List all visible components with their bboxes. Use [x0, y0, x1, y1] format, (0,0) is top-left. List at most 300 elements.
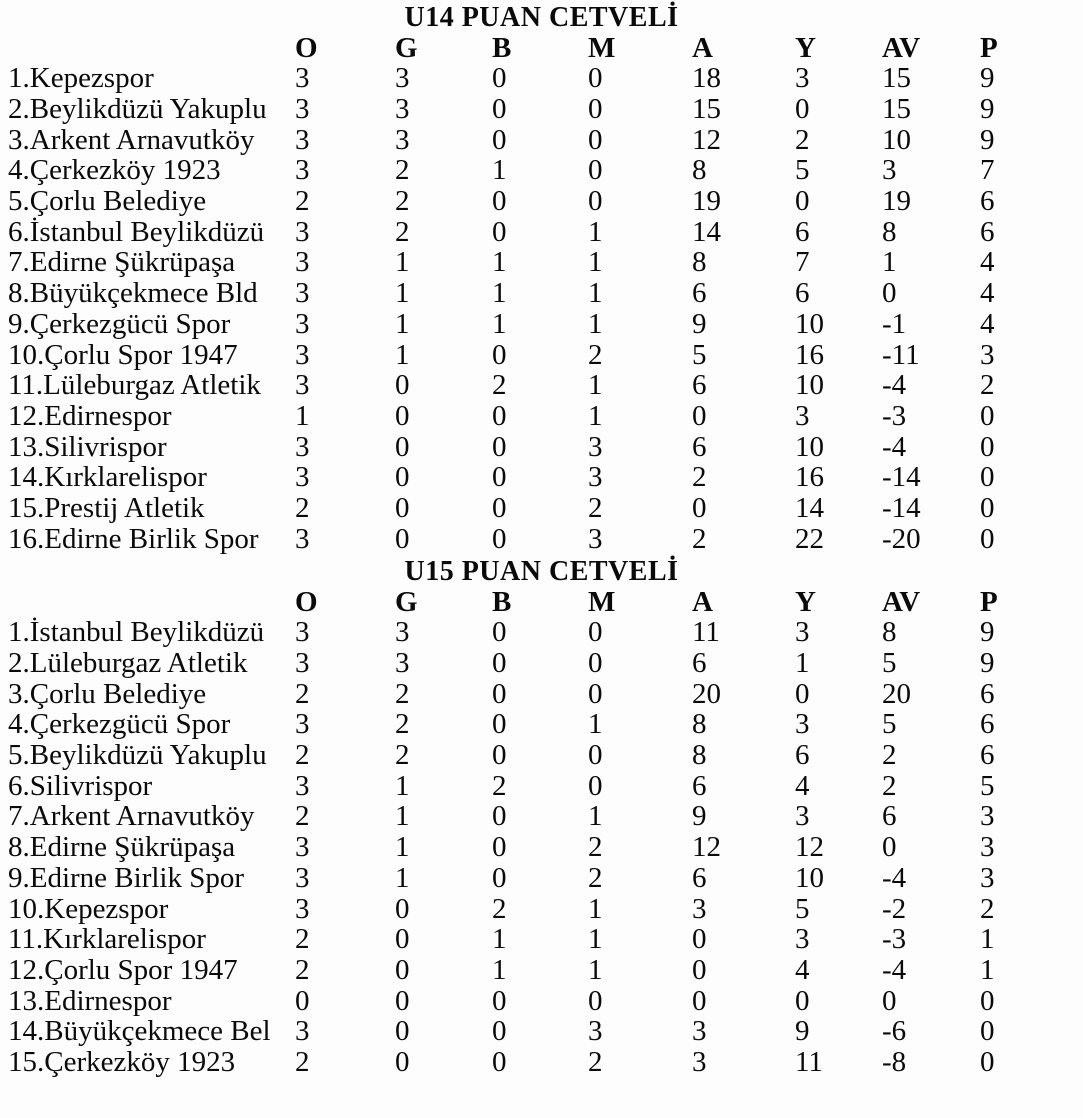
stat-a: 3 — [692, 1015, 707, 1048]
stat-y: 5 — [795, 892, 810, 925]
column-header-a: A — [692, 586, 713, 618]
stat-av: 1 — [882, 246, 897, 279]
team-row — [0, 709, 1083, 740]
team-row — [0, 832, 1083, 863]
stat-y: 3 — [795, 708, 810, 741]
stat-a: 12 — [692, 831, 721, 864]
stat-m: 0 — [588, 185, 603, 218]
stat-g: 2 — [395, 708, 410, 741]
stat-g: 0 — [395, 953, 410, 986]
stat-b: 0 — [492, 1045, 507, 1078]
stat-b: 0 — [492, 338, 507, 371]
stat-b: 1 — [492, 246, 507, 279]
stat-b: 0 — [492, 1015, 507, 1048]
stat-p: 0 — [980, 399, 995, 432]
stat-p: 9 — [980, 93, 995, 126]
team-row — [0, 186, 1083, 217]
column-header-p: P — [980, 32, 998, 64]
stat-a: 0 — [692, 399, 707, 432]
stat-y: 3 — [795, 62, 810, 95]
stat-p: 5 — [980, 769, 995, 802]
team-row — [0, 339, 1083, 370]
stat-p: 9 — [980, 647, 995, 680]
u15-standings-table — [0, 587, 1083, 1077]
stat-a: 11 — [692, 616, 720, 649]
stat-av: 8 — [882, 616, 897, 649]
stat-o: 3 — [295, 123, 310, 156]
column-header-b: B — [492, 32, 512, 64]
stat-p: 6 — [980, 708, 995, 741]
stat-b: 2 — [492, 369, 507, 402]
stat-b: 0 — [492, 93, 507, 126]
stat-a: 0 — [692, 491, 707, 524]
team-row — [0, 678, 1083, 709]
stat-o: 2 — [295, 739, 310, 772]
stat-av: -14 — [882, 491, 921, 524]
team-row — [0, 247, 1083, 278]
stat-p: 3 — [980, 338, 995, 371]
team-row — [0, 370, 1083, 401]
stat-y: 22 — [795, 522, 824, 555]
team-row — [0, 1016, 1083, 1047]
stat-g: 1 — [395, 338, 410, 371]
stat-p: 0 — [980, 1045, 995, 1078]
stat-av: 5 — [882, 647, 897, 680]
team-row — [0, 155, 1083, 186]
stat-m: 2 — [588, 338, 603, 371]
stat-p: 9 — [980, 123, 995, 156]
stat-b: 1 — [492, 923, 507, 956]
stat-o: 3 — [295, 616, 310, 649]
stat-m: 2 — [588, 1045, 603, 1078]
team-row — [0, 523, 1083, 554]
team-name: 6.Silivrispor — [8, 769, 153, 802]
stat-m: 1 — [588, 892, 603, 925]
stat-b: 0 — [492, 430, 507, 463]
team-name: 4.Çerkezköy 1923 — [8, 154, 221, 187]
column-header-o: O — [295, 32, 318, 64]
stat-m: 1 — [588, 246, 603, 279]
stat-av: -3 — [882, 399, 907, 432]
stat-a: 2 — [692, 461, 707, 494]
stat-m: 0 — [588, 739, 603, 772]
stat-m: 0 — [588, 93, 603, 126]
stat-o: 3 — [295, 892, 310, 925]
column-header-b: B — [492, 586, 512, 618]
team-row — [0, 94, 1083, 125]
stat-av: 0 — [882, 984, 897, 1017]
u15-header-row — [0, 587, 1083, 617]
stat-a: 12 — [692, 123, 721, 156]
stat-y: 3 — [795, 923, 810, 956]
stat-a: 6 — [692, 430, 707, 463]
stat-b: 0 — [492, 708, 507, 741]
stat-y: 12 — [795, 831, 824, 864]
stat-y: 0 — [795, 93, 810, 126]
stat-av: -4 — [882, 953, 907, 986]
column-header-av: AV — [882, 32, 921, 64]
team-name: 14.Büyükçekmece Bel — [8, 1015, 271, 1048]
stat-o: 2 — [295, 491, 310, 524]
stat-av: -2 — [882, 892, 907, 925]
stat-y: 10 — [795, 307, 824, 340]
stat-m: 0 — [588, 62, 603, 95]
stat-a: 6 — [692, 861, 707, 894]
team-row — [0, 893, 1083, 924]
stat-b: 0 — [492, 491, 507, 524]
stat-av: -6 — [882, 1015, 907, 1048]
team-name: 12.Edirnespor — [8, 399, 172, 432]
stat-p: 3 — [980, 831, 995, 864]
stat-o: 2 — [295, 923, 310, 956]
stat-p: 6 — [980, 215, 995, 248]
stat-y: 9 — [795, 1015, 810, 1048]
stat-g: 1 — [395, 861, 410, 894]
stat-g: 1 — [395, 307, 410, 340]
team-row — [0, 740, 1083, 771]
team-row — [0, 1047, 1083, 1078]
stat-p: 0 — [980, 522, 995, 555]
stat-m: 1 — [588, 953, 603, 986]
stat-p: 2 — [980, 369, 995, 402]
team-name: 14.Kırklarelispor — [8, 461, 207, 494]
stat-m: 0 — [588, 154, 603, 187]
stat-o: 2 — [295, 800, 310, 833]
stat-g: 0 — [395, 1045, 410, 1078]
stat-a: 0 — [692, 984, 707, 1017]
stat-a: 0 — [692, 923, 707, 956]
team-name: 3.Çorlu Belediye — [8, 677, 207, 710]
stat-m: 1 — [588, 369, 603, 402]
stat-p: 9 — [980, 616, 995, 649]
stat-a: 9 — [692, 307, 707, 340]
stat-o: 3 — [295, 154, 310, 187]
team-name: 10.Çorlu Spor 1947 — [8, 338, 238, 371]
team-row — [0, 863, 1083, 894]
stat-y: 10 — [795, 861, 824, 894]
stat-m: 1 — [588, 800, 603, 833]
stat-av: -4 — [882, 369, 907, 402]
u15-section — [0, 554, 1083, 1077]
team-row — [0, 431, 1083, 462]
stat-av: -14 — [882, 461, 921, 494]
team-row — [0, 493, 1083, 524]
stat-g: 0 — [395, 892, 410, 925]
stat-o: 3 — [295, 461, 310, 494]
team-row — [0, 801, 1083, 832]
stat-m: 0 — [588, 123, 603, 156]
stat-o: 0 — [295, 984, 310, 1017]
stat-g: 1 — [395, 800, 410, 833]
stat-a: 8 — [692, 739, 707, 772]
stat-p: 0 — [980, 430, 995, 463]
team-name: 15.Çerkezköy 1923 — [8, 1045, 236, 1078]
team-name: 13.Silivrispor — [8, 430, 167, 463]
team-name: 12.Çorlu Spor 1947 — [8, 953, 238, 986]
team-row — [0, 924, 1083, 955]
stat-g: 3 — [395, 93, 410, 126]
stat-p: 4 — [980, 277, 995, 310]
stat-y: 4 — [795, 953, 810, 986]
stat-b: 0 — [492, 677, 507, 710]
stat-o: 2 — [295, 953, 310, 986]
stat-m: 3 — [588, 522, 603, 555]
stat-m: 3 — [588, 1015, 603, 1048]
stat-b: 2 — [492, 892, 507, 925]
stat-o: 3 — [295, 861, 310, 894]
team-name: 3.Arkent Arnavutköy — [8, 123, 255, 156]
stat-p: 0 — [980, 491, 995, 524]
team-name: 11.Kırklarelispor — [8, 923, 206, 956]
stat-o: 3 — [295, 215, 310, 248]
team-row — [0, 278, 1083, 309]
stat-p: 1 — [980, 953, 995, 986]
stat-y: 0 — [795, 984, 810, 1017]
stat-av: 2 — [882, 769, 897, 802]
stat-b: 2 — [492, 769, 507, 802]
stat-y: 6 — [795, 277, 810, 310]
stat-p: 4 — [980, 246, 995, 279]
column-header-y: Y — [795, 586, 816, 618]
stat-p: 7 — [980, 154, 995, 187]
team-name: 4.Çerkezgücü Spor — [8, 708, 231, 741]
stat-a: 3 — [692, 892, 707, 925]
stat-m: 3 — [588, 430, 603, 463]
team-name: 7.Arkent Arnavutköy — [8, 800, 255, 833]
stat-y: 16 — [795, 461, 824, 494]
stat-a: 3 — [692, 1045, 707, 1078]
stat-g: 0 — [395, 984, 410, 1017]
stat-m: 1 — [588, 277, 603, 310]
stat-o: 3 — [295, 522, 310, 555]
stat-y: 4 — [795, 769, 810, 802]
team-name: 11.Lüleburgaz Atletik — [8, 369, 261, 402]
stat-y: 5 — [795, 154, 810, 187]
stat-a: 0 — [692, 953, 707, 986]
u14-section — [0, 0, 1083, 554]
stat-av: -1 — [882, 307, 907, 340]
stat-g: 1 — [395, 277, 410, 310]
stat-g: 0 — [395, 1015, 410, 1048]
team-name: 15.Prestij Atletik — [8, 491, 205, 524]
stat-b: 0 — [492, 739, 507, 772]
team-row — [0, 770, 1083, 801]
stat-m: 1 — [588, 215, 603, 248]
stat-b: 0 — [492, 647, 507, 680]
stat-o: 3 — [295, 307, 310, 340]
stat-a: 8 — [692, 708, 707, 741]
stat-o: 3 — [295, 369, 310, 402]
column-header-m: M — [588, 586, 616, 618]
column-header-m: M — [588, 32, 616, 64]
stat-m: 1 — [588, 399, 603, 432]
stat-m: 0 — [588, 616, 603, 649]
stat-g: 1 — [395, 769, 410, 802]
stat-o: 2 — [295, 1045, 310, 1078]
stat-g: 0 — [395, 522, 410, 555]
stat-av: 15 — [882, 93, 911, 126]
team-name: 13.Edirnespor — [8, 984, 172, 1017]
team-row — [0, 985, 1083, 1016]
stat-m: 1 — [588, 923, 603, 956]
u15-title: U15 PUAN CETVELİ — [404, 556, 679, 587]
stat-a: 9 — [692, 800, 707, 833]
stat-p: 6 — [980, 185, 995, 218]
stat-p: 6 — [980, 677, 995, 710]
column-header-g: G — [395, 586, 418, 618]
stat-g: 2 — [395, 677, 410, 710]
stat-y: 3 — [795, 800, 810, 833]
stat-o: 2 — [295, 185, 310, 218]
stat-o: 1 — [295, 399, 310, 432]
stat-p: 3 — [980, 861, 995, 894]
team-name: 8.Edirne Şükrüpaşa — [8, 831, 236, 864]
team-row — [0, 648, 1083, 679]
stat-a: 19 — [692, 185, 721, 218]
stat-g: 2 — [395, 185, 410, 218]
stat-a: 6 — [692, 277, 707, 310]
stat-g: 2 — [395, 739, 410, 772]
stat-o: 3 — [295, 647, 310, 680]
stat-m: 2 — [588, 831, 603, 864]
stat-y: 0 — [795, 185, 810, 218]
stat-y: 7 — [795, 246, 810, 279]
stat-b: 0 — [492, 399, 507, 432]
stat-y: 10 — [795, 430, 824, 463]
stat-b: 1 — [492, 307, 507, 340]
stat-o: 3 — [295, 831, 310, 864]
stat-av: 8 — [882, 215, 897, 248]
team-name: 9.Çerkezgücü Spor — [8, 307, 231, 340]
stat-y: 2 — [795, 123, 810, 156]
stat-av: 3 — [882, 154, 897, 187]
stat-a: 20 — [692, 677, 721, 710]
stat-g: 2 — [395, 215, 410, 248]
stat-y: 6 — [795, 739, 810, 772]
stat-y: 3 — [795, 399, 810, 432]
stat-p: 1 — [980, 923, 995, 956]
header-team-blank — [0, 587, 295, 617]
stat-b: 0 — [492, 123, 507, 156]
stat-m: 0 — [588, 677, 603, 710]
stat-b: 0 — [492, 522, 507, 555]
stat-o: 3 — [295, 430, 310, 463]
stat-o: 3 — [295, 338, 310, 371]
stat-m: 0 — [588, 984, 603, 1017]
column-header-av: AV — [882, 586, 921, 618]
stat-y: 10 — [795, 369, 824, 402]
stat-y: 0 — [795, 677, 810, 710]
stat-b: 1 — [492, 953, 507, 986]
stat-p: 3 — [980, 800, 995, 833]
team-name: 1.İstanbul Beylikdüzü — [8, 616, 265, 649]
stat-g: 0 — [395, 491, 410, 524]
stat-p: 6 — [980, 739, 995, 772]
stat-b: 1 — [492, 277, 507, 310]
stat-g: 1 — [395, 831, 410, 864]
stat-av: 20 — [882, 677, 911, 710]
stat-b: 0 — [492, 800, 507, 833]
team-name: 16.Edirne Birlik Spor — [8, 522, 259, 555]
stat-m: 2 — [588, 861, 603, 894]
u14-title: U14 PUAN CETVELİ — [404, 2, 679, 33]
stat-y: 14 — [795, 491, 824, 524]
stat-m: 2 — [588, 491, 603, 524]
column-header-g: G — [395, 32, 418, 64]
stat-y: 1 — [795, 647, 810, 680]
stat-g: 3 — [395, 647, 410, 680]
stat-o: 3 — [295, 246, 310, 279]
stat-a: 6 — [692, 769, 707, 802]
stat-p: 0 — [980, 461, 995, 494]
stat-b: 0 — [492, 861, 507, 894]
team-name: 1.Kepezspor — [8, 62, 154, 95]
column-header-p: P — [980, 586, 998, 618]
u14-header-row — [0, 33, 1083, 63]
stat-av: 10 — [882, 123, 911, 156]
stat-g: 0 — [395, 399, 410, 432]
stat-o: 3 — [295, 62, 310, 95]
stat-g: 0 — [395, 430, 410, 463]
stat-y: 6 — [795, 215, 810, 248]
stat-y: 16 — [795, 338, 824, 371]
stat-b: 0 — [492, 616, 507, 649]
team-name: 5.Beylikdüzü Yakuplu — [8, 739, 267, 772]
stat-b: 0 — [492, 461, 507, 494]
stat-av: -8 — [882, 1045, 907, 1078]
stat-o: 3 — [295, 1015, 310, 1048]
stat-o: 3 — [295, 708, 310, 741]
stat-g: 3 — [395, 616, 410, 649]
stat-b: 0 — [492, 215, 507, 248]
stat-b: 0 — [492, 831, 507, 864]
stat-g: 3 — [395, 62, 410, 95]
stat-av: -4 — [882, 430, 907, 463]
team-name: 10.Kepezspor — [8, 892, 169, 925]
stat-a: 8 — [692, 154, 707, 187]
stat-y: 11 — [795, 1045, 823, 1078]
stat-g: 0 — [395, 461, 410, 494]
stat-m: 1 — [588, 708, 603, 741]
team-name: 6.İstanbul Beylikdüzü — [8, 215, 265, 248]
stat-av: -20 — [882, 522, 921, 555]
column-header-a: A — [692, 32, 713, 64]
stat-av: 6 — [882, 800, 897, 833]
stat-p: 4 — [980, 307, 995, 340]
u14-standings-table — [0, 33, 1083, 554]
stat-g: 3 — [395, 123, 410, 156]
stat-av: -11 — [882, 338, 920, 371]
team-row — [0, 309, 1083, 340]
stat-m: 0 — [588, 769, 603, 802]
stat-p: 2 — [980, 892, 995, 925]
stat-av: 15 — [882, 62, 911, 95]
stat-a: 6 — [692, 369, 707, 402]
team-name: 2.Beylikdüzü Yakuplu — [8, 93, 267, 126]
stat-a: 18 — [692, 62, 721, 95]
stat-o: 3 — [295, 769, 310, 802]
stat-a: 2 — [692, 522, 707, 555]
stat-y: 3 — [795, 616, 810, 649]
stat-g: 2 — [395, 154, 410, 187]
team-name: 2.Lüleburgaz Atletik — [8, 647, 248, 680]
stat-o: 3 — [295, 93, 310, 126]
stat-g: 0 — [395, 923, 410, 956]
column-header-o: O — [295, 586, 318, 618]
team-row — [0, 462, 1083, 493]
stat-a: 15 — [692, 93, 721, 126]
stat-m: 0 — [588, 647, 603, 680]
